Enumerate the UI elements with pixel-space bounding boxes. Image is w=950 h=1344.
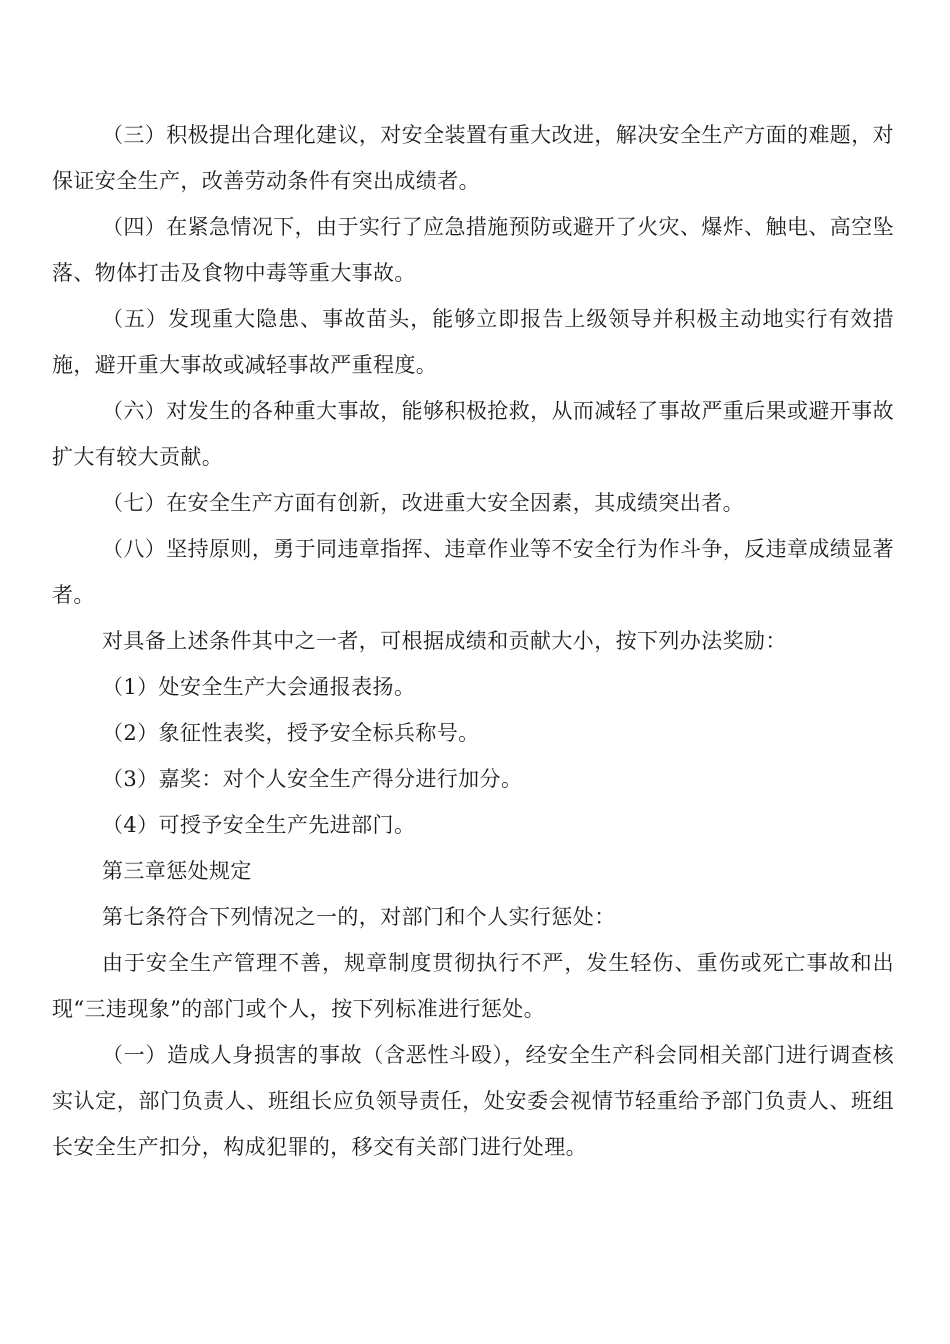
penalty-intro: 由于安全生产管理不善，规章制度贯彻执行不严，发生轻伤、重伤或死亡事故和出现“三违现象”的部门或个人，按下列标准进行惩处。 [52,951,894,1021]
chapter-heading: 第三章惩处规定 [102,859,252,883]
paragraph-6: （六）对发生的各种重大事故，能够积极抢救，从而减轻了事故严重后果或避开事故扩大有较大贡献。 [52,399,894,469]
reward-item-2: （2）象征性表奖，授予安全标兵称号。 [102,721,480,745]
reward-item-4: （4）可授予安全生产先进部门。 [102,813,416,837]
paragraph-8: （八）坚持原则，勇于同违章指挥、违章作业等不安全行为作斗争，反违章成绩显著者。 [52,537,894,607]
penalty-item-1: （一）造成人身损害的事故（含恶性斗殴），经安全生产科会同相关部门进行调查核实认定，部门负责人、班组长应负领导责任，处安委会视情节轻重给予部门负责人、班组长安全生产扣分，构成犯罪的，移交有关部门进行处理。 [52,1043,894,1159]
article-seven: 第七条符合下列情况之一的，对部门和个人实行惩处： [102,905,616,929]
document-body [52,112,894,1170]
paragraph-4: （四）在紧急情况下，由于实行了应急措施预防或避开了火灾、爆炸、触电、高空坠落、物体打击及食物中毒等重大事故。 [52,215,894,285]
reward-intro: 对具备上述条件其中之一者，可根据成绩和贡献大小，按下列办法奖励： [102,629,787,653]
paragraph-7: （七）在安全生产方面有创新，改进重大安全因素，其成绩突出者。 [102,491,744,515]
paragraph-5: （五）发现重大隐患、事故苗头，能够立即报告上级领导并积极主动地实行有效措施，避开重大事故或减轻事故严重程度。 [52,307,894,377]
paragraph-3: （三）积极提出合理化建议，对安全装置有重大改进，解决安全生产方面的难题，对保证安全生产，改善劳动条件有突出成绩者。 [52,123,894,193]
reward-item-1: （1）处安全生产大会通报表扬。 [102,675,416,699]
reward-item-3: （3）嘉奖：对个人安全生产得分进行加分。 [102,767,523,791]
